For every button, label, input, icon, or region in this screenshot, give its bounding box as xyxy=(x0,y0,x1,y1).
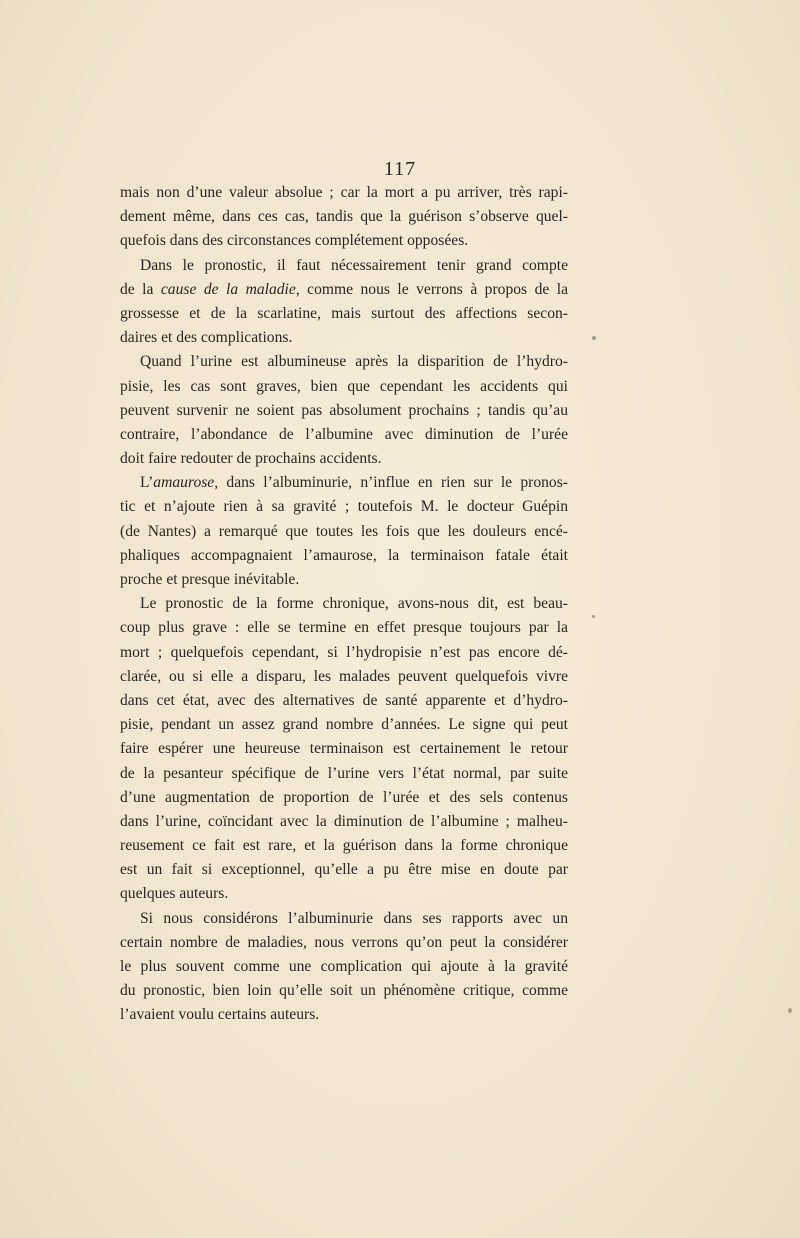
page-number: 117 xyxy=(383,158,417,180)
paper-speck xyxy=(788,1008,792,1013)
text-line: Le pronostic de la forme chronique, avons-nous dit, est beau- xyxy=(140,595,568,613)
text-line: proche et presque inévitable. xyxy=(120,571,300,588)
text-line: pisie, pendant un assez grand nombre d’années. Le signe qui peut xyxy=(120,716,568,734)
text-line: de la pesanteur spécifique de l’urine vers l’état normal, par suite xyxy=(120,764,568,782)
text-line: coup plus grave : elle se termine en effet presque toujours par la xyxy=(120,619,568,637)
text-line: Si nous considérons l’albuminurie dans ses rapports avec un xyxy=(140,909,568,927)
text-line: daires et des complications. xyxy=(120,329,293,347)
text-line: reusement ce fait est rare, et la guérison dans la forme chronique xyxy=(120,837,568,855)
text-line: est un fait si exceptionnel, qu’elle a pu être mise en doute par xyxy=(120,861,568,879)
text-line: phaliques accompagnaient l’amaurose, la terminaison fatale était xyxy=(120,546,568,564)
text-line: faire espérer une heureuse terminaison est certainement le retour xyxy=(120,740,568,758)
text-line: peuvent survenir ne soient pas absolument prochains ; tandis qu’au xyxy=(120,401,568,419)
text-line: quefois dans des circonstances complétement opposées. xyxy=(120,232,469,250)
text-line: mais non d’une valeur absolue ; car la mort a pu arriver, très rapi- xyxy=(120,184,568,201)
text-line: l’avaient voulu certains auteurs. xyxy=(120,1006,320,1024)
body-text xyxy=(120,181,568,1028)
text-line: mort ; quelquefois cependant, si l’hydropisie n’est pas encore dé- xyxy=(120,643,568,661)
text-line: contraire, l’abondance de l’albumine avec diminution de l’urée xyxy=(120,425,568,443)
text-line: le plus souvent comme une complication qui ajoute à la gravité xyxy=(120,958,568,975)
text-line: quelques auteurs. xyxy=(120,885,229,903)
text-line: dement même, dans ces cas, tandis que la guérison s’observe quel- xyxy=(120,208,568,226)
text-line: d’une augmentation de proportion de l’urée et des sels contenus xyxy=(120,788,568,806)
text-line: Quand l’urine est albumineuse après la disparition de l’hydro- xyxy=(140,353,568,371)
text-line: dans cet état, avec des alternatives de santé apparente et d’hydro- xyxy=(120,691,568,709)
text-line: certain nombre de maladies, nous verrons qu’on peut la considérer xyxy=(120,933,568,951)
text-line: (de Nantes) a remarqué que toutes les fois que les douleurs encé- xyxy=(120,522,568,540)
text-line: de la cause de la maladie, comme nous le verrons à propos de la xyxy=(120,280,568,298)
text-line: Dans le pronostic, il faut nécessairement tenir grand compte xyxy=(140,256,568,274)
paper-speck xyxy=(592,615,595,618)
text-line: L’amaurose, dans l’albuminurie, n’influe en rien sur le pronos- xyxy=(140,474,568,492)
text-line: tic et n’ajoute rien à sa gravité ; toutefois M. le docteur Guépin xyxy=(120,498,568,516)
text-line: grossesse et de la scarlatine, mais surtout des affections secon- xyxy=(120,304,568,322)
text-line: doit faire redouter de prochains accidents. xyxy=(120,450,382,468)
text-line: du pronostic, bien loin qu’elle soit un phénomène critique, comme xyxy=(120,982,568,1000)
text-line: clarée, ou si elle a disparu, les malades peuvent quelquefois vivre xyxy=(120,667,568,685)
paper-speck xyxy=(592,336,596,340)
text-line: dans l’urine, coïncidant avec la diminution de l’albumine ; malheu- xyxy=(120,812,568,830)
text-line: pisie, les cas sont graves, bien que cependant les accidents qui xyxy=(120,377,568,395)
